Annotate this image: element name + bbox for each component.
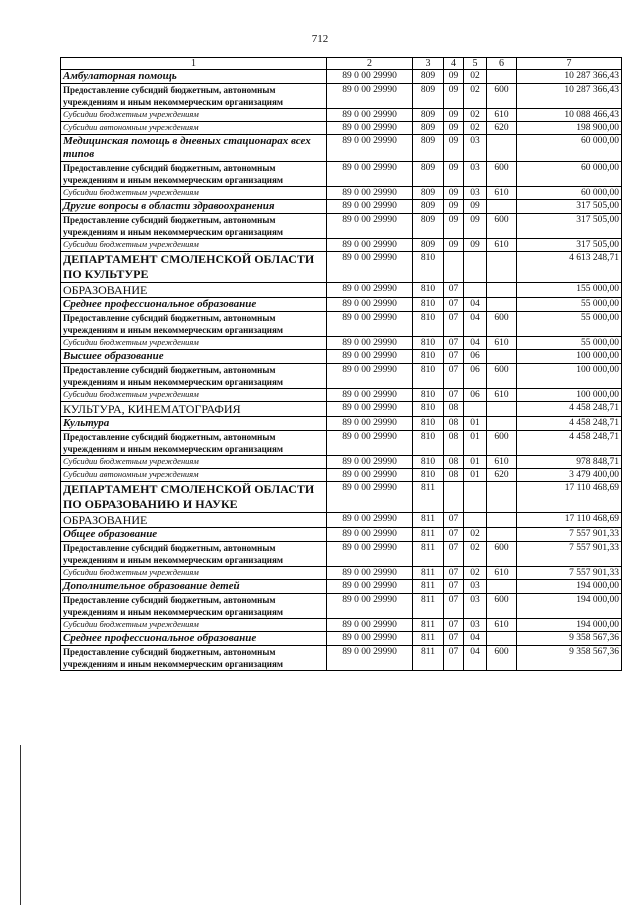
budget-table	[60, 57, 622, 671]
target-article-cell: 89 0 00 29990	[327, 135, 413, 162]
table-row	[61, 619, 622, 632]
table-row	[61, 567, 622, 580]
expense-type-cell	[487, 350, 517, 364]
row-name-cell: Предоставление субсидий бюджетным, автономным учреждениям и иным некоммерческим организациям	[61, 162, 327, 187]
ministry-code-cell: 810	[413, 350, 444, 364]
subsection-code-cell	[464, 402, 487, 417]
ministry-code-cell: 809	[413, 109, 444, 122]
row-name-cell: Другие вопросы в области здравоохранения	[61, 200, 327, 214]
section-code-cell: 07	[444, 364, 464, 389]
ministry-code-cell: 809	[413, 84, 444, 109]
row-name-cell: Предоставление субсидий бюджетным, автономным учреждениям и иным некоммерческим организациям	[61, 312, 327, 337]
target-article-cell: 89 0 00 29990	[327, 350, 413, 364]
expense-type-cell	[487, 402, 517, 417]
target-article-cell: 89 0 00 29990	[327, 337, 413, 350]
section-code-cell: 09	[444, 200, 464, 214]
ministry-code-cell: 810	[413, 252, 444, 283]
amount-cell: 4 458 248,71	[517, 431, 622, 456]
expense-type-cell: 610	[487, 619, 517, 632]
row-name-cell: Субсидии автономным учреждениям	[61, 122, 327, 135]
target-article-cell: 89 0 00 29990	[327, 528, 413, 542]
section-code-cell: 08	[444, 402, 464, 417]
amount-cell: 198 900,00	[517, 122, 622, 135]
subsection-code-cell: 02	[464, 122, 487, 135]
table-row	[61, 513, 622, 528]
table-row	[61, 402, 622, 417]
expense-type-cell: 600	[487, 431, 517, 456]
target-article-cell: 89 0 00 29990	[327, 456, 413, 469]
expense-type-cell: 620	[487, 469, 517, 482]
expense-type-cell: 600	[487, 84, 517, 109]
section-code-cell	[444, 482, 464, 513]
target-article-cell: 89 0 00 29990	[327, 109, 413, 122]
row-name-cell: ОБРАЗОВАНИЕ	[61, 283, 327, 298]
section-code-cell: 07	[444, 312, 464, 337]
expense-type-cell	[487, 70, 517, 84]
header-cell: 6	[487, 58, 517, 70]
target-article-cell: 89 0 00 29990	[327, 542, 413, 567]
subsection-code-cell: 09	[464, 200, 487, 214]
table-row	[61, 431, 622, 456]
header-cell: 1	[61, 58, 327, 70]
row-name-cell: Предоставление субсидий бюджетным, автономным учреждениям и иным некоммерческим организациям	[61, 214, 327, 239]
expense-type-cell: 600	[487, 542, 517, 567]
row-name-cell: Высшее образование	[61, 350, 327, 364]
header-cell: 3	[413, 58, 444, 70]
amount-cell: 978 848,71	[517, 456, 622, 469]
target-article-cell: 89 0 00 29990	[327, 619, 413, 632]
subsection-code-cell: 09	[464, 214, 487, 239]
row-name-cell: Предоставление субсидий бюджетным, автономным учреждениям и иным некоммерческим организациям	[61, 431, 327, 456]
section-code-cell: 07	[444, 283, 464, 298]
table-row	[61, 528, 622, 542]
subsection-code-cell	[464, 513, 487, 528]
table-header-row	[61, 58, 622, 70]
expense-type-cell: 600	[487, 594, 517, 619]
amount-cell: 9 358 567,36	[517, 646, 622, 671]
ministry-code-cell: 809	[413, 162, 444, 187]
expense-type-cell: 610	[487, 389, 517, 402]
row-name-cell: Субсидии бюджетным учреждениям	[61, 239, 327, 252]
ministry-code-cell: 811	[413, 542, 444, 567]
row-name-cell: Предоставление субсидий бюджетным, автономным учреждениям и иным некоммерческим организациям	[61, 84, 327, 109]
subsection-code-cell: 03	[464, 162, 487, 187]
target-article-cell: 89 0 00 29990	[327, 417, 413, 431]
table-row	[61, 364, 622, 389]
section-code-cell: 07	[444, 594, 464, 619]
row-name-cell: Медицинская помощь в дневных стационарах всех типов	[61, 135, 327, 162]
target-article-cell: 89 0 00 29990	[327, 594, 413, 619]
row-name-cell: Субсидии автономным учреждениям	[61, 469, 327, 482]
row-name-cell: Культура	[61, 417, 327, 431]
subsection-code-cell: 01	[464, 456, 487, 469]
section-code-cell: 09	[444, 162, 464, 187]
amount-cell: 17 110 468,69	[517, 513, 622, 528]
amount-cell: 194 000,00	[517, 594, 622, 619]
ministry-code-cell: 810	[413, 469, 444, 482]
subsection-code-cell: 03	[464, 135, 487, 162]
ministry-code-cell: 809	[413, 187, 444, 200]
row-name-cell: Субсидии бюджетным учреждениям	[61, 337, 327, 350]
header-cell: 4	[444, 58, 464, 70]
expense-type-cell	[487, 513, 517, 528]
expense-type-cell: 620	[487, 122, 517, 135]
row-name-cell: Среднее профессиональное образование	[61, 632, 327, 646]
target-article-cell: 89 0 00 29990	[327, 239, 413, 252]
section-code-cell	[444, 252, 464, 283]
section-code-cell: 07	[444, 528, 464, 542]
amount-cell: 9 358 567,36	[517, 632, 622, 646]
table-row	[61, 84, 622, 109]
section-code-cell: 07	[444, 298, 464, 312]
subsection-code-cell: 04	[464, 298, 487, 312]
amount-cell: 55 000,00	[517, 298, 622, 312]
expense-type-cell	[487, 482, 517, 513]
subsection-code-cell	[464, 252, 487, 283]
amount-cell: 100 000,00	[517, 350, 622, 364]
amount-cell: 100 000,00	[517, 389, 622, 402]
ministry-code-cell: 809	[413, 122, 444, 135]
row-name-cell: Амбулаторная помощь	[61, 70, 327, 84]
row-name-cell: Субсидии бюджетным учреждениям	[61, 567, 327, 580]
page-number: 712	[311, 33, 329, 45]
section-code-cell: 08	[444, 456, 464, 469]
expense-type-cell	[487, 528, 517, 542]
expense-type-cell	[487, 298, 517, 312]
amount-cell: 4 458 248,71	[517, 402, 622, 417]
row-name-cell: Предоставление субсидий бюджетным, автономным учреждениям и иным некоммерческим организациям	[61, 364, 327, 389]
row-name-cell: ДЕПАРТАМЕНТ СМОЛЕНСКОЙ ОБЛАСТИ ПО ОБРАЗОВАНИЮ И НАУКЕ	[61, 482, 327, 513]
ministry-code-cell: 809	[413, 214, 444, 239]
amount-cell: 17 110 468,69	[517, 482, 622, 513]
table-row	[61, 456, 622, 469]
ministry-code-cell: 810	[413, 312, 444, 337]
amount-cell: 60 000,00	[517, 135, 622, 162]
expense-type-cell: 600	[487, 162, 517, 187]
subsection-code-cell: 03	[464, 187, 487, 200]
section-code-cell: 09	[444, 109, 464, 122]
ministry-code-cell: 809	[413, 239, 444, 252]
expense-type-cell: 600	[487, 364, 517, 389]
ministry-code-cell: 811	[413, 482, 444, 513]
header-cell: 2	[327, 58, 413, 70]
target-article-cell: 89 0 00 29990	[327, 431, 413, 456]
amount-cell: 7 557 901,33	[517, 528, 622, 542]
table-row	[61, 109, 622, 122]
table-row	[61, 162, 622, 187]
ministry-code-cell: 811	[413, 528, 444, 542]
target-article-cell: 89 0 00 29990	[327, 252, 413, 283]
section-code-cell: 07	[444, 350, 464, 364]
amount-cell: 100 000,00	[517, 364, 622, 389]
target-article-cell: 89 0 00 29990	[327, 482, 413, 513]
amount-cell: 4 613 248,71	[517, 252, 622, 283]
amount-cell: 55 000,00	[517, 312, 622, 337]
subsection-code-cell: 01	[464, 469, 487, 482]
section-code-cell: 09	[444, 239, 464, 252]
ministry-code-cell: 810	[413, 431, 444, 456]
expense-type-cell: 610	[487, 109, 517, 122]
ministry-code-cell: 810	[413, 417, 444, 431]
expense-type-cell: 600	[487, 214, 517, 239]
target-article-cell: 89 0 00 29990	[327, 187, 413, 200]
section-code-cell: 07	[444, 567, 464, 580]
ministry-code-cell: 809	[413, 200, 444, 214]
section-code-cell: 07	[444, 513, 464, 528]
row-name-cell: Субсидии бюджетным учреждениям	[61, 187, 327, 200]
ministry-code-cell: 811	[413, 513, 444, 528]
subsection-code-cell: 03	[464, 619, 487, 632]
expense-type-cell	[487, 200, 517, 214]
expense-type-cell	[487, 135, 517, 162]
subsection-code-cell: 02	[464, 567, 487, 580]
section-code-cell: 07	[444, 632, 464, 646]
target-article-cell: 89 0 00 29990	[327, 580, 413, 594]
section-code-cell: 07	[444, 337, 464, 350]
row-name-cell: Предоставление субсидий бюджетным, автономным учреждениям и иным некоммерческим организациям	[61, 542, 327, 567]
amount-cell: 7 557 901,33	[517, 567, 622, 580]
table-row	[61, 417, 622, 431]
ministry-code-cell: 811	[413, 567, 444, 580]
table-row	[61, 594, 622, 619]
table-row	[61, 632, 622, 646]
target-article-cell: 89 0 00 29990	[327, 70, 413, 84]
target-article-cell: 89 0 00 29990	[327, 283, 413, 298]
amount-cell: 4 458 248,71	[517, 417, 622, 431]
target-article-cell: 89 0 00 29990	[327, 389, 413, 402]
section-code-cell: 07	[444, 542, 464, 567]
subsection-code-cell: 04	[464, 337, 487, 350]
ministry-code-cell: 809	[413, 135, 444, 162]
table-row	[61, 337, 622, 350]
target-article-cell: 89 0 00 29990	[327, 122, 413, 135]
expense-type-cell	[487, 632, 517, 646]
amount-cell: 317 505,00	[517, 214, 622, 239]
ministry-code-cell: 810	[413, 337, 444, 350]
table-row	[61, 135, 622, 162]
table-row	[61, 252, 622, 283]
amount-cell: 194 000,00	[517, 619, 622, 632]
section-code-cell: 09	[444, 70, 464, 84]
expense-type-cell: 610	[487, 187, 517, 200]
target-article-cell: 89 0 00 29990	[327, 567, 413, 580]
amount-cell: 60 000,00	[517, 162, 622, 187]
amount-cell: 10 287 366,43	[517, 84, 622, 109]
subsection-code-cell: 02	[464, 84, 487, 109]
expense-type-cell: 600	[487, 646, 517, 671]
subsection-code-cell: 06	[464, 364, 487, 389]
section-code-cell: 07	[444, 646, 464, 671]
ministry-code-cell: 811	[413, 594, 444, 619]
target-article-cell: 89 0 00 29990	[327, 364, 413, 389]
ministry-code-cell: 810	[413, 364, 444, 389]
ministry-code-cell: 810	[413, 402, 444, 417]
row-name-cell: Субсидии бюджетным учреждениям	[61, 619, 327, 632]
amount-cell: 155 000,00	[517, 283, 622, 298]
row-name-cell: Предоставление субсидий бюджетным, автономным учреждениям и иным некоммерческим организациям	[61, 646, 327, 671]
subsection-code-cell: 06	[464, 350, 487, 364]
target-article-cell: 89 0 00 29990	[327, 214, 413, 239]
section-code-cell: 07	[444, 580, 464, 594]
expense-type-cell	[487, 417, 517, 431]
table-body	[61, 58, 622, 671]
target-article-cell: 89 0 00 29990	[327, 632, 413, 646]
ministry-code-cell: 811	[413, 646, 444, 671]
subsection-code-cell: 04	[464, 632, 487, 646]
target-article-cell: 89 0 00 29990	[327, 200, 413, 214]
section-code-cell: 07	[444, 619, 464, 632]
target-article-cell: 89 0 00 29990	[327, 298, 413, 312]
subsection-code-cell: 03	[464, 594, 487, 619]
amount-cell: 60 000,00	[517, 187, 622, 200]
expense-type-cell: 610	[487, 239, 517, 252]
subsection-code-cell: 09	[464, 239, 487, 252]
amount-cell: 3 479 400,00	[517, 469, 622, 482]
table-row	[61, 389, 622, 402]
target-article-cell: 89 0 00 29990	[327, 402, 413, 417]
section-code-cell: 08	[444, 417, 464, 431]
row-name-cell: ДЕПАРТАМЕНТ СМОЛЕНСКОЙ ОБЛАСТИ ПО КУЛЬТУРЕ	[61, 252, 327, 283]
table-row	[61, 283, 622, 298]
subsection-code-cell: 04	[464, 646, 487, 671]
ministry-code-cell: 811	[413, 619, 444, 632]
row-name-cell: Дополнительное образование детей	[61, 580, 327, 594]
ministry-code-cell: 810	[413, 283, 444, 298]
table-row	[61, 469, 622, 482]
table-row	[61, 298, 622, 312]
section-code-cell: 09	[444, 135, 464, 162]
row-name-cell: Субсидии бюджетным учреждениям	[61, 109, 327, 122]
table-row	[61, 646, 622, 671]
subsection-code-cell: 02	[464, 542, 487, 567]
section-code-cell: 09	[444, 187, 464, 200]
subsection-code-cell: 01	[464, 431, 487, 456]
table-row	[61, 312, 622, 337]
target-article-cell: 89 0 00 29990	[327, 84, 413, 109]
table-row	[61, 214, 622, 239]
subsection-code-cell	[464, 283, 487, 298]
header-cell: 5	[464, 58, 487, 70]
expense-type-cell: 610	[487, 456, 517, 469]
expense-type-cell	[487, 283, 517, 298]
target-article-cell: 89 0 00 29990	[327, 646, 413, 671]
subsection-code-cell: 01	[464, 417, 487, 431]
ministry-code-cell: 810	[413, 389, 444, 402]
ministry-code-cell: 810	[413, 456, 444, 469]
section-code-cell: 08	[444, 431, 464, 456]
amount-cell: 10 088 466,43	[517, 109, 622, 122]
expense-type-cell: 610	[487, 567, 517, 580]
section-code-cell: 09	[444, 122, 464, 135]
ministry-code-cell: 809	[413, 70, 444, 84]
table-row	[61, 580, 622, 594]
subsection-code-cell	[464, 482, 487, 513]
amount-cell: 55 000,00	[517, 337, 622, 350]
target-article-cell: 89 0 00 29990	[327, 469, 413, 482]
section-code-cell: 08	[444, 469, 464, 482]
row-name-cell: Субсидии бюджетным учреждениям	[61, 456, 327, 469]
table-row	[61, 187, 622, 200]
table-row	[61, 122, 622, 135]
amount-cell: 10 287 366,43	[517, 70, 622, 84]
amount-cell: 317 505,00	[517, 239, 622, 252]
row-name-cell: Общее образование	[61, 528, 327, 542]
row-name-cell: Предоставление субсидий бюджетным, автономным учреждениям и иным некоммерческим организациям	[61, 594, 327, 619]
amount-cell: 7 557 901,33	[517, 542, 622, 567]
row-name-cell: Субсидии бюджетным учреждениям	[61, 389, 327, 402]
ministry-code-cell: 811	[413, 580, 444, 594]
table-row	[61, 542, 622, 567]
expense-type-cell	[487, 252, 517, 283]
table-row	[61, 482, 622, 513]
row-name-cell: ОБРАЗОВАНИЕ	[61, 513, 327, 528]
subsection-code-cell: 04	[464, 312, 487, 337]
ministry-code-cell: 810	[413, 298, 444, 312]
row-name-cell: Среднее профессиональное образование	[61, 298, 327, 312]
row-name-cell: КУЛЬТУРА, КИНЕМАТОГРАФИЯ	[61, 402, 327, 417]
expense-type-cell: 600	[487, 312, 517, 337]
subsection-code-cell: 06	[464, 389, 487, 402]
table-row	[61, 239, 622, 252]
table-row	[61, 70, 622, 84]
target-article-cell: 89 0 00 29990	[327, 162, 413, 187]
subsection-code-cell: 02	[464, 109, 487, 122]
amount-cell: 194 000,00	[517, 580, 622, 594]
amount-cell: 317 505,00	[517, 200, 622, 214]
table-row	[61, 200, 622, 214]
ministry-code-cell: 811	[413, 632, 444, 646]
expense-type-cell	[487, 580, 517, 594]
header-cell: 7	[517, 58, 622, 70]
target-article-cell: 89 0 00 29990	[327, 312, 413, 337]
margin-rule	[20, 745, 21, 905]
expense-type-cell: 610	[487, 337, 517, 350]
section-code-cell: 07	[444, 389, 464, 402]
section-code-cell: 09	[444, 84, 464, 109]
table-row	[61, 350, 622, 364]
subsection-code-cell: 03	[464, 580, 487, 594]
section-code-cell: 09	[444, 214, 464, 239]
subsection-code-cell: 02	[464, 70, 487, 84]
target-article-cell: 89 0 00 29990	[327, 513, 413, 528]
subsection-code-cell: 02	[464, 528, 487, 542]
